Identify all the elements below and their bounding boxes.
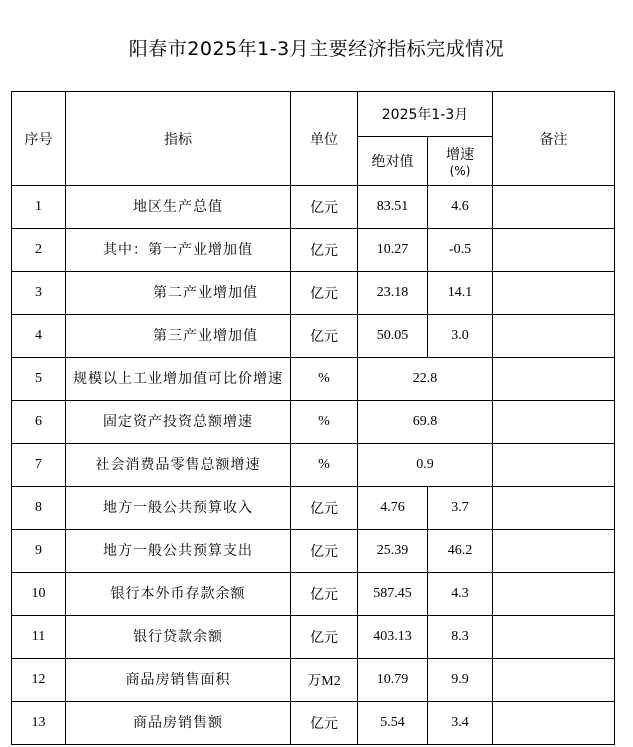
row-indicator: 第二产业增加值 <box>66 272 291 315</box>
row-unit: 亿元 <box>291 315 358 358</box>
row-indicator: 固定资产投资总额增速 <box>66 401 291 444</box>
row-growth: 3.7 <box>428 487 493 530</box>
row-growth: -0.5 <box>428 229 493 272</box>
row-indicator: 银行本外币存款余额 <box>66 573 291 616</box>
row-unit: 亿元 <box>291 487 358 530</box>
header-growth-unit: (%) <box>449 164 471 178</box>
row-remark <box>493 530 615 573</box>
row-remark <box>493 315 615 358</box>
row-indicator: 银行贷款余额 <box>66 616 291 659</box>
table-row <box>12 444 615 487</box>
header-period: 2025年1-3月 <box>358 92 493 137</box>
row-value: 10.27 <box>358 229 428 272</box>
row-remark <box>493 401 615 444</box>
row-value: 587.45 <box>358 573 428 616</box>
row-unit: 亿元 <box>291 573 358 616</box>
row-unit: 亿元 <box>291 530 358 573</box>
row-unit: % <box>291 444 358 487</box>
header-growth-label: 增速 <box>446 147 474 163</box>
table-row <box>12 272 615 315</box>
row-value: 83.51 <box>358 186 428 229</box>
page-title: 阳春市2025年1-3月主要经济指标完成情况 <box>128 38 505 60</box>
row-seq: 10 <box>12 573 66 616</box>
row-value: 5.54 <box>358 702 428 745</box>
table-row <box>12 315 615 358</box>
table-row <box>12 186 615 229</box>
header-seq: 序号 <box>12 92 66 186</box>
header-remark: 备注 <box>493 92 615 186</box>
row-seq: 8 <box>12 487 66 530</box>
row-indicator: 地方一般公共预算收入 <box>66 487 291 530</box>
table-row <box>12 229 615 272</box>
table-row <box>12 573 615 616</box>
header-growth <box>428 137 493 186</box>
row-merged-value: 69.8 <box>358 401 493 444</box>
row-merged-value: 0.9 <box>358 444 493 487</box>
row-value: 403.13 <box>358 616 428 659</box>
row-remark <box>493 229 615 272</box>
row-value: 10.79 <box>358 659 428 702</box>
table-row <box>12 487 615 530</box>
row-unit: 亿元 <box>291 272 358 315</box>
row-seq: 12 <box>12 659 66 702</box>
row-indicator: 地方一般公共预算支出 <box>66 530 291 573</box>
row-remark <box>493 659 615 702</box>
row-remark <box>493 616 615 659</box>
row-unit: 亿元 <box>291 616 358 659</box>
row-growth: 4.6 <box>428 186 493 229</box>
row-growth: 4.3 <box>428 573 493 616</box>
row-seq: 11 <box>12 616 66 659</box>
header-absolute: 绝对值 <box>358 137 428 186</box>
row-unit: % <box>291 401 358 444</box>
row-unit: 万M2 <box>291 659 358 702</box>
economic-indicators-table <box>11 91 615 745</box>
row-seq: 2 <box>12 229 66 272</box>
row-remark <box>493 702 615 745</box>
row-value: 23.18 <box>358 272 428 315</box>
table-row <box>12 401 615 444</box>
row-growth: 3.0 <box>428 315 493 358</box>
row-unit: % <box>291 358 358 401</box>
row-seq: 3 <box>12 272 66 315</box>
row-growth: 9.9 <box>428 659 493 702</box>
row-value: 4.76 <box>358 487 428 530</box>
header-unit: 单位 <box>291 92 358 186</box>
row-indicator: 商品房销售面积 <box>66 659 291 702</box>
row-growth: 46.2 <box>428 530 493 573</box>
row-unit: 亿元 <box>291 229 358 272</box>
row-merged-value: 22.8 <box>358 358 493 401</box>
row-seq: 4 <box>12 315 66 358</box>
header-row-top <box>12 92 615 137</box>
row-indicator: 商品房销售额 <box>66 702 291 745</box>
row-indicator: 其中：第一产业增加值 <box>66 229 291 272</box>
row-remark <box>493 358 615 401</box>
row-unit: 亿元 <box>291 702 358 745</box>
row-indicator: 社会消费品零售总额增速 <box>66 444 291 487</box>
table-row <box>12 702 615 745</box>
row-seq: 5 <box>12 358 66 401</box>
row-growth: 8.3 <box>428 616 493 659</box>
row-remark <box>493 444 615 487</box>
row-value: 25.39 <box>358 530 428 573</box>
row-remark <box>493 186 615 229</box>
table-row <box>12 358 615 401</box>
table-row <box>12 616 615 659</box>
row-seq: 7 <box>12 444 66 487</box>
table-row <box>12 659 615 702</box>
row-indicator: 第三产业增加值 <box>66 315 291 358</box>
row-unit: 亿元 <box>291 186 358 229</box>
row-remark <box>493 487 615 530</box>
row-growth: 14.1 <box>428 272 493 315</box>
row-seq: 9 <box>12 530 66 573</box>
row-remark <box>493 272 615 315</box>
row-value: 50.05 <box>358 315 428 358</box>
row-indicator: 地区生产总值 <box>66 186 291 229</box>
row-seq: 13 <box>12 702 66 745</box>
table-row <box>12 530 615 573</box>
row-indicator: 规模以上工业增加值可比价增速 <box>66 358 291 401</box>
row-seq: 1 <box>12 186 66 229</box>
row-seq: 6 <box>12 401 66 444</box>
row-remark <box>493 573 615 616</box>
header-indicator: 指标 <box>66 92 291 186</box>
row-growth: 3.4 <box>428 702 493 745</box>
